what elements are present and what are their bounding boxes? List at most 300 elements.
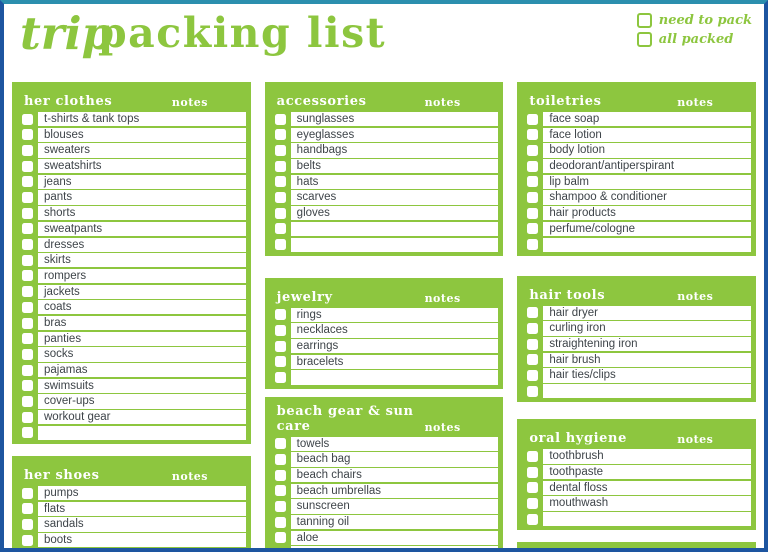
item-label: deodorant/antiperspirant: [543, 159, 751, 173]
item-checkbox[interactable]: [527, 386, 538, 397]
item-label: belts: [291, 159, 499, 173]
item-label: scarves: [291, 190, 499, 204]
section-partial-header: [517, 542, 756, 552]
checklist-row: [270, 112, 499, 126]
item-label: perfume/cologne: [543, 222, 751, 236]
checklist-row: [17, 517, 246, 531]
checkbox-cell: [17, 332, 38, 346]
checkbox-cell: [17, 394, 38, 408]
checklist-row-empty: [17, 426, 246, 440]
checkbox-cell: [522, 384, 543, 398]
checklist-row: [270, 452, 499, 466]
checkbox-cell: [17, 253, 38, 267]
item-checkbox[interactable]: [22, 145, 33, 156]
column-3: [517, 82, 756, 552]
item-label: hair ties/clips: [543, 368, 751, 382]
item-label: sunglasses: [291, 112, 499, 126]
checkbox-cell: [270, 206, 291, 220]
checkbox-cell: [270, 339, 291, 353]
checklist-row-empty: [522, 238, 751, 252]
checklist-row: [17, 190, 246, 204]
item-checkbox[interactable]: [22, 427, 33, 438]
checklist-content: [4, 82, 764, 552]
item-label: eyeglasses: [291, 128, 499, 142]
checklist-row: [17, 332, 246, 346]
item-checkbox[interactable]: [275, 470, 286, 481]
checklist-row-empty: [270, 222, 499, 236]
item-checkbox[interactable]: [22, 488, 33, 499]
checkbox-cell: [522, 481, 543, 495]
section-header: [522, 281, 751, 306]
item-checkbox[interactable]: [22, 333, 33, 344]
section-header: [17, 461, 246, 486]
legend-label: need to pack: [658, 13, 752, 28]
column-1: [12, 82, 251, 552]
item-label: sunscreen: [291, 499, 499, 513]
checklist-row: [270, 484, 499, 498]
item-label: sweatpants: [38, 222, 246, 236]
item-checkbox[interactable]: [527, 114, 538, 125]
item-checkbox[interactable]: [22, 365, 33, 376]
item-checkbox[interactable]: [22, 286, 33, 297]
checklist-row: [270, 323, 499, 337]
checkbox-cell: [17, 159, 38, 173]
section-title: her shoes: [24, 467, 100, 483]
checklist-row: [270, 531, 499, 545]
item-label: sweaters: [38, 143, 246, 157]
checklist-row: [17, 316, 246, 330]
checklist-row: [270, 499, 499, 513]
item-label: panties: [38, 332, 246, 346]
checklist-row: [522, 143, 751, 157]
checkbox-cell: [522, 368, 543, 382]
checklist-row: [17, 159, 246, 173]
item-checkbox[interactable]: [22, 349, 33, 360]
checkbox-cell: [17, 486, 38, 500]
checklist-row: [17, 222, 246, 236]
item-label: hair dryer: [543, 306, 751, 320]
item-label: pumps: [38, 486, 246, 500]
item-checkbox[interactable]: [275, 548, 286, 552]
item-checkbox[interactable]: [275, 454, 286, 465]
checkbox-cell: [17, 347, 38, 361]
item-checkbox[interactable]: [275, 341, 286, 352]
item-checkbox[interactable]: [275, 161, 286, 172]
item-checkbox[interactable]: [275, 372, 286, 383]
checklist-row: [522, 481, 751, 495]
checklist-row: [522, 306, 751, 320]
notes-blank-area: [291, 238, 499, 252]
notes-column-label: notes: [424, 96, 461, 109]
checkbox-cell: [522, 143, 543, 157]
checklist-row: [17, 175, 246, 189]
checkbox-cell: [522, 206, 543, 220]
item-label: coats: [38, 300, 246, 314]
item-checkbox[interactable]: [22, 302, 33, 313]
checklist-row: [17, 143, 246, 157]
checkbox-cell: [270, 499, 291, 513]
item-checkbox[interactable]: [527, 161, 538, 172]
item-label: earrings: [291, 339, 499, 353]
checklist-row: [270, 355, 499, 369]
item-label: curling iron: [543, 321, 751, 335]
item-label: sandals: [38, 517, 246, 531]
item-checkbox[interactable]: [22, 535, 33, 546]
item-label: swimsuits: [38, 379, 246, 393]
notes-column-label: notes: [171, 469, 208, 483]
item-checkbox[interactable]: [275, 192, 286, 203]
checkbox-cell: [270, 159, 291, 173]
item-checkbox[interactable]: [275, 145, 286, 156]
checkbox-cell: [522, 190, 543, 204]
checklist-row: [270, 175, 499, 189]
checkbox-cell: [270, 437, 291, 451]
item-checkbox[interactable]: [527, 192, 538, 203]
item-label: bracelets: [291, 355, 499, 369]
section-title: hair tools: [529, 287, 606, 303]
item-checkbox[interactable]: [22, 519, 33, 530]
legend: [637, 13, 752, 51]
item-label: lip balm: [543, 175, 751, 189]
section-oral-hygiene: [517, 419, 756, 530]
section-title: jewelry: [276, 289, 333, 305]
checkbox-cell: [522, 337, 543, 351]
section-header: [522, 87, 751, 112]
section-title: her clothes: [24, 94, 113, 109]
item-label: tanning oil: [291, 515, 499, 529]
item-checkbox[interactable]: [22, 318, 33, 329]
checklist-row: [522, 496, 751, 510]
checklist-row: [270, 515, 499, 529]
checklist-row: [270, 468, 499, 482]
checklist-row: [270, 437, 499, 451]
checklist-row: [17, 379, 246, 393]
checkbox-cell: [270, 370, 291, 384]
item-label: hair products: [543, 206, 751, 220]
checkbox-cell: [17, 269, 38, 283]
section-header: [522, 424, 751, 449]
item-checkbox[interactable]: [527, 323, 538, 334]
checklist-row: [270, 308, 499, 322]
item-checkbox[interactable]: [22, 161, 33, 172]
checkbox-cell: [270, 546, 291, 552]
section-beach-gear-sun-care: [265, 397, 504, 552]
item-checkbox[interactable]: [22, 255, 33, 266]
item-label: skirts: [38, 253, 246, 267]
checklist-row: [522, 206, 751, 220]
checklist-row: [270, 128, 499, 142]
item-checkbox[interactable]: [527, 467, 538, 478]
checklist-row: [17, 238, 246, 252]
checkbox-cell: [270, 515, 291, 529]
checkbox-cell: [522, 175, 543, 189]
checkbox-cell: [522, 222, 543, 236]
checkbox-cell: [270, 143, 291, 157]
item-checkbox[interactable]: [527, 339, 538, 350]
item-label: toothbrush: [543, 449, 751, 463]
item-label: towels: [291, 437, 499, 451]
notes-blank-area: [291, 370, 499, 384]
checkbox-cell: [270, 468, 291, 482]
checklist-row: [17, 502, 246, 516]
notes-column-label: notes: [171, 96, 208, 109]
item-checkbox[interactable]: [22, 114, 33, 125]
checkbox-cell: [270, 355, 291, 369]
item-checkbox[interactable]: [22, 270, 33, 281]
item-checkbox[interactable]: [527, 482, 538, 493]
item-checkbox[interactable]: [527, 451, 538, 462]
notes-blank-area: [291, 546, 499, 552]
checkbox-cell: [17, 517, 38, 531]
checkbox-cell: [17, 426, 38, 440]
checklist-row-empty: [270, 370, 499, 384]
checkbox-cell: [17, 222, 38, 236]
notes-column-label: notes: [424, 291, 461, 305]
checkbox-cell: [522, 321, 543, 335]
item-checkbox[interactable]: [22, 223, 33, 234]
checkbox-cell: [270, 112, 291, 126]
item-label: flats: [38, 502, 246, 516]
checklist-row: [522, 449, 751, 463]
section-jewelry: [265, 278, 504, 389]
item-checkbox[interactable]: [527, 514, 538, 525]
item-label: body lotion: [543, 143, 751, 157]
all-packed-checkbox[interactable]: [637, 32, 652, 47]
item-checkbox[interactable]: [527, 208, 538, 219]
section-title: toiletries: [529, 94, 602, 109]
notes-column-label: notes: [677, 96, 714, 109]
item-checkbox[interactable]: [527, 370, 538, 381]
item-label: pajamas: [38, 363, 246, 377]
item-label: shampoo & conditioner: [543, 190, 751, 204]
page-title: packing list: [98, 9, 387, 57]
item-label: pants: [38, 190, 246, 204]
item-label: toothpaste: [543, 465, 751, 479]
legend-label: all packed: [658, 32, 734, 47]
checkbox-cell: [17, 128, 38, 142]
item-label: shorts: [38, 206, 246, 220]
checklist-row: [17, 253, 246, 267]
legend-item-need-to-pack: [637, 13, 752, 28]
item-checkbox[interactable]: [527, 145, 538, 156]
item-label: aloe: [291, 531, 499, 545]
checklist-row: [522, 465, 751, 479]
checkbox-cell: [522, 496, 543, 510]
item-checkbox[interactable]: [275, 485, 286, 496]
item-checkbox[interactable]: [527, 354, 538, 365]
item-checkbox[interactable]: [275, 239, 286, 250]
checkbox-cell: [17, 190, 38, 204]
item-checkbox[interactable]: [22, 503, 33, 514]
notes-blank-area: [38, 426, 246, 440]
checkbox-cell: [270, 128, 291, 142]
checklist-row: [270, 206, 499, 220]
item-label: rompers: [38, 269, 246, 283]
item-label: mouthwash: [543, 496, 751, 510]
item-checkbox[interactable]: [275, 114, 286, 125]
item-checkbox[interactable]: [275, 309, 286, 320]
item-label: sweatshirts: [38, 159, 246, 173]
checkbox-cell: [17, 112, 38, 126]
item-label: blouses: [38, 128, 246, 142]
item-checkbox[interactable]: [527, 498, 538, 509]
checkbox-cell: [17, 175, 38, 189]
checkbox-cell: [522, 306, 543, 320]
checklist-row: [522, 222, 751, 236]
checkbox-cell: [270, 238, 291, 252]
item-label: face soap: [543, 112, 751, 126]
item-label: straightening iron: [543, 337, 751, 351]
checkbox-cell: [270, 175, 291, 189]
item-label: rings: [291, 308, 499, 322]
item-checkbox[interactable]: [275, 501, 286, 512]
section-header: [270, 402, 499, 437]
section-toiletries: [517, 82, 756, 256]
section-accessories: [265, 82, 504, 256]
checklist-row: [17, 128, 246, 142]
checkbox-cell: [270, 323, 291, 337]
item-checkbox[interactable]: [275, 325, 286, 336]
section-header: [270, 87, 499, 112]
page-header: [4, 4, 764, 82]
item-checkbox[interactable]: [275, 356, 286, 367]
checkbox-cell: [522, 465, 543, 479]
checkbox-cell: [17, 143, 38, 157]
item-checkbox[interactable]: [275, 208, 286, 219]
checkbox-cell: [522, 128, 543, 142]
item-checkbox[interactable]: [22, 239, 33, 250]
item-label: gloves: [291, 206, 499, 220]
item-label: socks: [38, 347, 246, 361]
checklist-row: [17, 410, 246, 424]
item-label: workout gear: [38, 410, 246, 424]
checklist-row: [17, 363, 246, 377]
item-label: hair brush: [543, 353, 751, 367]
checkbox-cell: [522, 112, 543, 126]
item-label: jackets: [38, 285, 246, 299]
item-checkbox[interactable]: [275, 532, 286, 543]
checklist-row: [17, 206, 246, 220]
checklist-row: [17, 285, 246, 299]
item-label: face lotion: [543, 128, 751, 142]
checklist-row: [522, 353, 751, 367]
item-label: dental floss: [543, 481, 751, 495]
item-checkbox[interactable]: [275, 223, 286, 234]
checkbox-cell: [17, 533, 38, 547]
checkbox-cell: [522, 159, 543, 173]
item-checkbox[interactable]: [527, 176, 538, 187]
checklist-row: [17, 347, 246, 361]
item-label: dresses: [38, 238, 246, 252]
section-title: accessories: [276, 94, 367, 109]
notes-blank-area: [291, 222, 499, 236]
title-script-word: trip: [20, 7, 114, 60]
item-checkbox[interactable]: [527, 307, 538, 318]
checklist-row-empty: [270, 546, 499, 552]
checkbox-cell: [522, 449, 543, 463]
item-label: beach chairs: [291, 468, 499, 482]
checklist-row-empty: [522, 512, 751, 526]
checkbox-cell: [17, 285, 38, 299]
item-checkbox[interactable]: [275, 438, 286, 449]
item-checkbox[interactable]: [527, 239, 538, 250]
checkbox-cell: [17, 238, 38, 252]
checkbox-cell: [270, 190, 291, 204]
checklist-row: [17, 300, 246, 314]
item-checkbox[interactable]: [22, 208, 33, 219]
notes-column-label: notes: [677, 289, 714, 303]
legend-item-all-packed: [637, 32, 752, 47]
section-title: oral hygiene: [529, 431, 627, 447]
item-label: necklaces: [291, 323, 499, 337]
checkbox-cell: [522, 353, 543, 367]
checklist-row: [270, 190, 499, 204]
notes-column-label: notes: [677, 433, 714, 447]
item-checkbox[interactable]: [22, 176, 33, 187]
item-checkbox[interactable]: [527, 129, 538, 140]
notes-blank-area: [543, 238, 751, 252]
item-checkbox[interactable]: [275, 129, 286, 140]
checkbox-cell: [270, 531, 291, 545]
item-checkbox[interactable]: [22, 412, 33, 423]
checklist-row: [522, 175, 751, 189]
item-checkbox[interactable]: [275, 176, 286, 187]
checklist-row: [522, 337, 751, 351]
checklist-row-empty: [270, 238, 499, 252]
checklist-row: [270, 159, 499, 173]
checkbox-cell: [522, 238, 543, 252]
checklist-row: [522, 190, 751, 204]
item-checkbox[interactable]: [22, 192, 33, 203]
item-label: t-shirts & tank tops: [38, 112, 246, 126]
checklist-row: [522, 128, 751, 142]
column-2: [265, 82, 504, 552]
notes-blank-area: [543, 512, 751, 526]
checklist-row: [522, 368, 751, 382]
section-her-clothes: [12, 82, 251, 444]
item-checkbox[interactable]: [22, 396, 33, 407]
checklist-row-empty: [522, 384, 751, 398]
item-checkbox[interactable]: [527, 223, 538, 234]
item-label: handbags: [291, 143, 499, 157]
checkbox-cell: [270, 484, 291, 498]
checkbox-cell: [270, 452, 291, 466]
checklist-row: [17, 394, 246, 408]
checkbox-cell: [17, 206, 38, 220]
checklist-row: [270, 143, 499, 157]
item-checkbox[interactable]: [22, 129, 33, 140]
checkbox-cell: [17, 502, 38, 516]
checkbox-cell: [17, 379, 38, 393]
item-checkbox[interactable]: [22, 380, 33, 391]
need-to-pack-checkbox[interactable]: [637, 13, 652, 28]
item-checkbox[interactable]: [275, 517, 286, 528]
item-label: cover-ups: [38, 394, 246, 408]
notes-blank-area: [543, 384, 751, 398]
checklist-row: [17, 533, 246, 547]
checkbox-cell: [522, 512, 543, 526]
notes-column-label: notes: [424, 420, 461, 434]
checkbox-cell: [17, 316, 38, 330]
item-label: boots: [38, 533, 246, 547]
item-label: beach bag: [291, 452, 499, 466]
checkbox-cell: [270, 308, 291, 322]
checklist-row: [17, 269, 246, 283]
section-header: [270, 283, 499, 308]
checklist-row: [17, 112, 246, 126]
checkbox-cell: [17, 410, 38, 424]
checklist-row: [17, 486, 246, 500]
